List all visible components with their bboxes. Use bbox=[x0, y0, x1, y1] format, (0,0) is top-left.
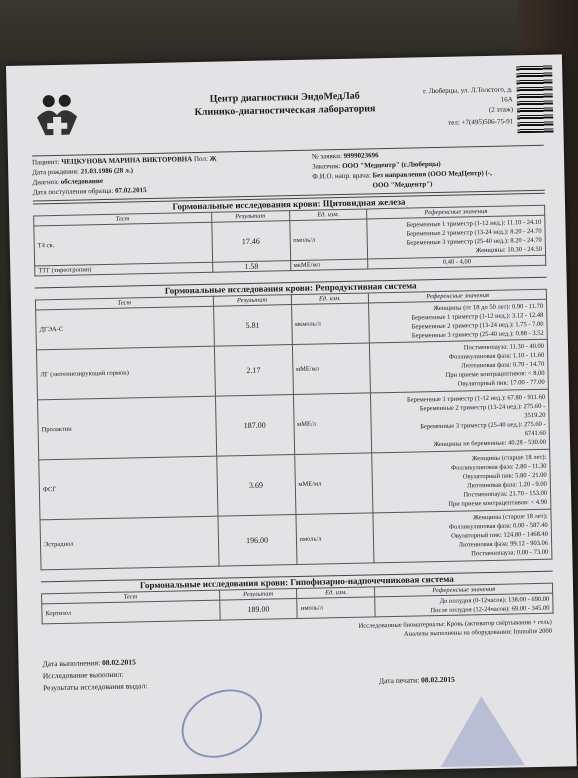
sex-value: Ж bbox=[209, 154, 217, 163]
test-name: ФСГ bbox=[39, 456, 218, 520]
col-test: Тест bbox=[35, 296, 213, 310]
test-result: 1.58 bbox=[212, 261, 290, 273]
done-date-label: Дата выполнения: bbox=[42, 658, 101, 669]
test-unit: мкМЕ/мл bbox=[290, 259, 368, 271]
center-name: Центр диагностики ЭндоМедЛаб bbox=[209, 90, 360, 105]
table-row bbox=[37, 389, 549, 460]
test-name: ТТГ (тиреотропин) bbox=[35, 262, 213, 276]
test-result: 17.46 bbox=[211, 221, 290, 263]
barcode bbox=[516, 65, 553, 134]
section-title-reproductive: Гормональные исследования крови: Репродуктивная система bbox=[35, 277, 547, 299]
results-issued-label: Результаты исследования выдал: bbox=[42, 681, 148, 693]
test-ref: До полудня (0-12часов): 138.00 - 690.00 После полудня (12-24часов): 69.00 - 345.00 bbox=[375, 593, 553, 617]
patient-name: ЧЕЦКУНОВА МАРИНА ВИКТОРОВНА bbox=[61, 155, 193, 166]
round-stamp bbox=[170, 676, 274, 771]
customer-label: Заказчик: bbox=[312, 162, 341, 171]
test-name: ДГЭА-С bbox=[36, 306, 214, 350]
col-ref: Референсные значения bbox=[375, 583, 553, 597]
results-table-thyroid bbox=[33, 205, 546, 277]
dob-value: 21.03.1986 (28 л.) bbox=[80, 166, 134, 176]
print-date-value: 08.02.2015 bbox=[420, 674, 455, 685]
test-ref: Женщины (от 18 до 50 лет): 0.90 - 11.70 Беременные 1 триместр (1-12 нед.): 3.12 - 12.48 Беременные 2 триместр (13-24 нед.): 1.75 - 7.00 Беременные 3 триместр (25-40 нед.): 0.88 - 3.52 bbox=[369, 299, 547, 343]
order-label: № заявки: bbox=[311, 151, 342, 161]
address-line-1: г. Люберцы, ул. Л.Толстого, д. bbox=[423, 85, 513, 96]
performer-label: Исследование выполнил: bbox=[42, 669, 124, 681]
lab-name: Клинико-диагностическая лаборатория bbox=[194, 103, 376, 119]
results-table-reproductive bbox=[35, 289, 553, 571]
test-unit: пмоль/л bbox=[295, 513, 374, 565]
lab-report-sheet bbox=[6, 54, 577, 777]
phone: тел: +7(495)506-75-91 bbox=[448, 117, 514, 127]
test-unit: нмоль/л bbox=[297, 597, 375, 619]
test-ref: Беременные 1 триместр (1-12 нед.): 11.10 - 24.10 Беременные 2 триместр (13-24 нед.): 8.20 - 24.70 Беременные 3 триместр (25-40 нед.): 8.20 - 24.70 Женщины: 10.30 - 24.50 bbox=[367, 215, 545, 259]
dob-label: Дата рождения: bbox=[32, 167, 80, 177]
received-value: 07.02.2015 bbox=[115, 186, 147, 195]
customer-value: ООО "Медцентр" (г.Люберцы) bbox=[342, 159, 441, 170]
triangle-stamp bbox=[439, 695, 524, 767]
col-test: Тест bbox=[42, 590, 220, 604]
section-title-pituitary: Гормональные исследования крови: Гипофизарно-надпочечниковая система bbox=[41, 571, 553, 593]
test-result: 189.00 bbox=[219, 599, 297, 621]
test-unit: мМЕ/л bbox=[293, 393, 372, 455]
print-date bbox=[379, 675, 455, 686]
test-ref: Женщины (старше 18 лет): Фолликулиновая фаза: 0.00 - 587.40 Овуляторный пик: 124.80 - 1468.40 Лютеиновая фаза: 99.12 - 903.06 Постменопауза: 0.00 - 73.00 bbox=[373, 509, 552, 563]
test-unit: пмоль/л bbox=[289, 219, 368, 261]
biomaterial-note: Исследованные биоматериалы: Кровь (активатор свёртывания + гель) bbox=[358, 618, 552, 630]
patient-info bbox=[32, 145, 545, 202]
test-ref: Женщины (старше 18 лет): Фолликулиновая фаза: 2.80 - 11.30 Овуляторный пик: 5.80 - 21.00 Лютеиновая фаза: 1.20 - 9.00 Постменопауза: 21.70 - 153.00 При приеме контрацептивов: < 4.90 bbox=[372, 449, 551, 513]
test-result: 2.17 bbox=[214, 345, 293, 397]
address-line-2: 16А bbox=[500, 95, 513, 104]
received-label: Дата поступления образца: bbox=[32, 186, 114, 197]
order-number: 9999023696 bbox=[343, 151, 379, 160]
test-name: Эстрадиол bbox=[40, 516, 219, 570]
col-result: Результат bbox=[213, 295, 291, 307]
col-ref: Референсные значения bbox=[367, 205, 545, 219]
done-date bbox=[42, 657, 136, 668]
section-title-thyroid: Гормональные исследования крови: Щитовидная железа bbox=[33, 193, 545, 215]
sex-label: Пол: bbox=[193, 154, 208, 164]
doctor-label: Ф.И.О. напр. врача: bbox=[312, 171, 371, 181]
col-result: Результат bbox=[219, 589, 297, 601]
col-unit: Ед. изм. bbox=[291, 293, 369, 305]
diagnosis-label: Диагноз: bbox=[32, 177, 59, 187]
test-ref: Постменопауза: 11.30 - 40.00 Фолликулиновая фаза: 1.10 - 11.60 Лютеиновая фаза: 0.70 - 14.70 При приеме контрацептивов: < 8.00 Овуляторный пик: 17.00 - 77.00 bbox=[370, 339, 549, 393]
done-date-value: 08.02.2015 bbox=[102, 657, 136, 668]
doctor-value: Без направления (ООО МедЦентр) (-, bbox=[372, 168, 493, 180]
test-name: Кортизол bbox=[42, 600, 220, 624]
test-unit: мМЕ/мл bbox=[294, 453, 373, 515]
notes bbox=[359, 618, 553, 640]
doctor-value-2: ООО "Медцентр") bbox=[372, 180, 433, 190]
test-ref: 0,40 - 4,00 bbox=[368, 255, 546, 269]
test-result: 5.81 bbox=[213, 305, 292, 347]
analyzer-note: Анализы выполнены на оборудовании: Immulite 2000 bbox=[403, 627, 553, 638]
test-unit: мМЕ/мл bbox=[292, 343, 371, 395]
address-line-3: (2 этаж) bbox=[488, 105, 514, 114]
test-name: Т4 св. bbox=[34, 222, 212, 266]
test-name: Пролактин bbox=[37, 396, 216, 460]
table-row bbox=[40, 509, 552, 570]
diagnosis-value: обследование bbox=[60, 176, 104, 186]
test-result: 3.69 bbox=[216, 455, 295, 517]
col-ref: Референсные значения bbox=[369, 289, 547, 303]
test-unit: мкмоль/л bbox=[291, 303, 370, 345]
test-ref: Беременные 1 триместр (1-12 нед.): 67.80 - 911.60 Беременные 2 триместр (13-24 нед.): 275.60 - 3519.20 Беременные 3 триместр (25-40 нед.): 275.60 - 6741.60 Женщины не беременные: 40.28 - 530.00 bbox=[371, 389, 550, 453]
test-result: 196.00 bbox=[218, 515, 297, 567]
col-test: Тест bbox=[34, 212, 212, 226]
print-date-label: Дата печати: bbox=[378, 675, 420, 686]
patient-name-label: Пациент: bbox=[31, 157, 60, 167]
col-unit: Ед. изм. bbox=[297, 587, 375, 599]
table-row bbox=[39, 449, 551, 520]
test-result: 187.00 bbox=[215, 395, 294, 457]
test-name: ЛГ (лютеинезирующий гормон) bbox=[36, 346, 215, 400]
col-unit: Ед. изм. bbox=[289, 209, 367, 221]
col-result: Результат bbox=[211, 211, 289, 223]
